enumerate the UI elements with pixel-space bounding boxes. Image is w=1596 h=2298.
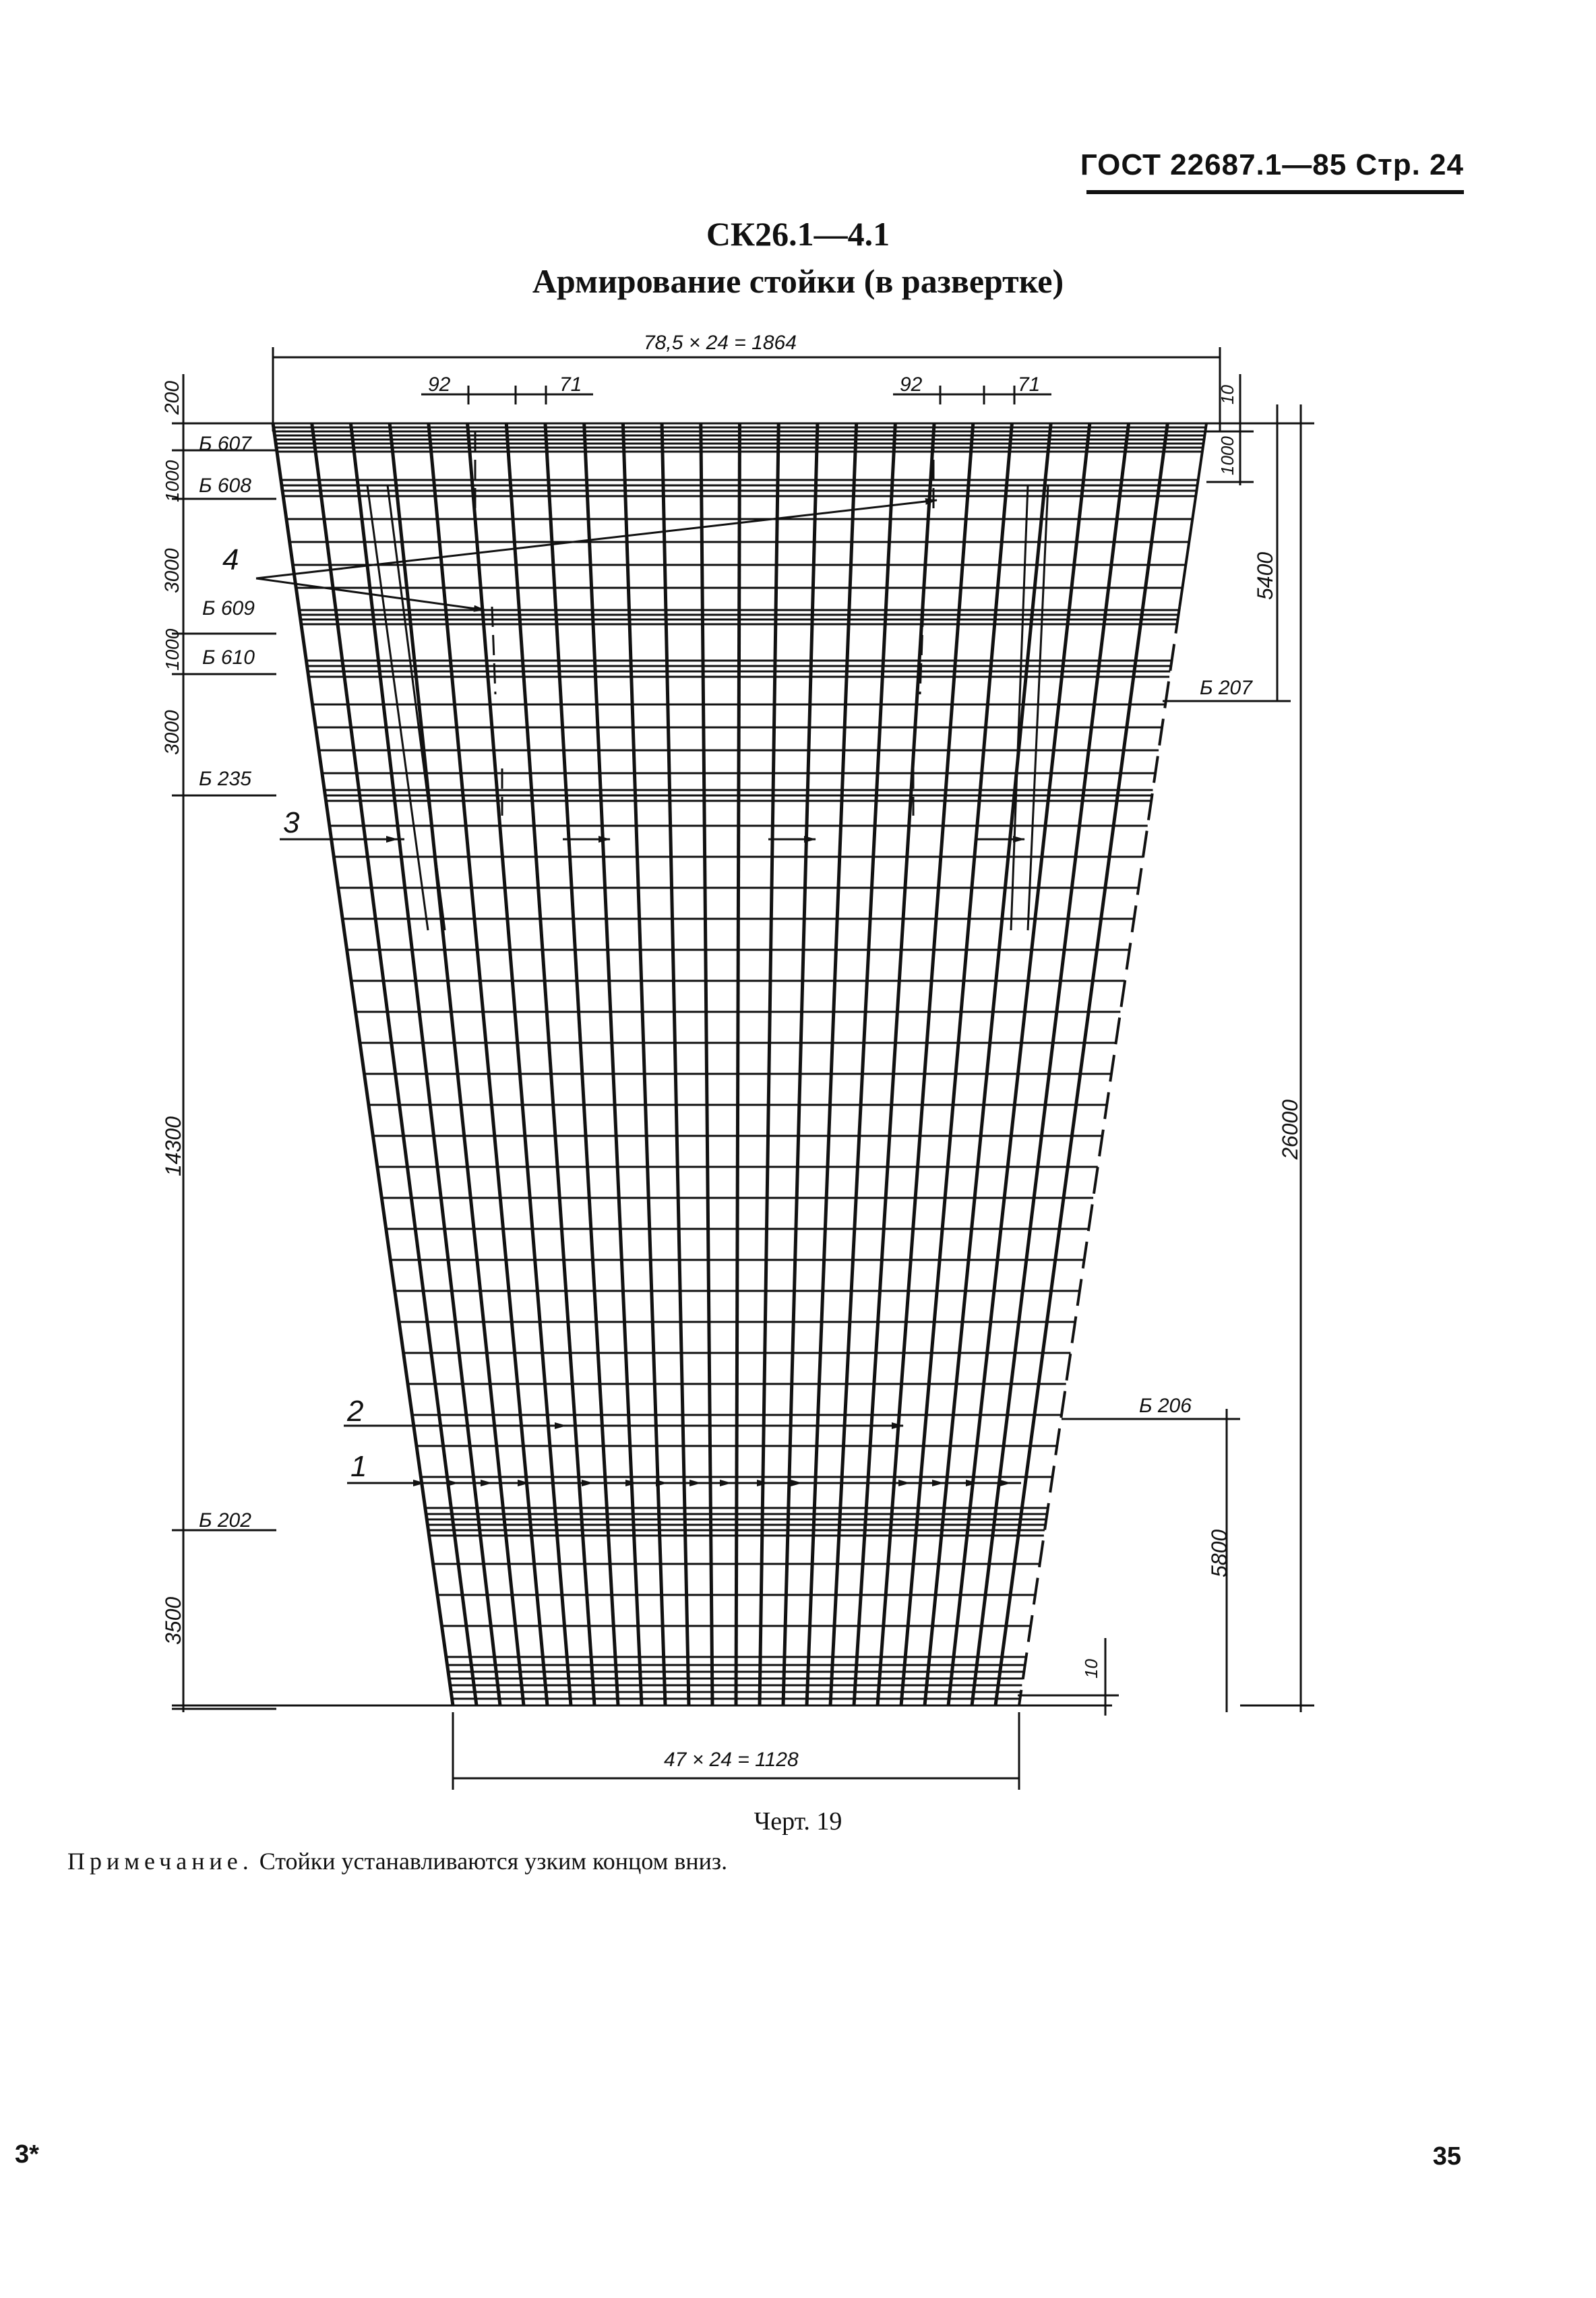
dim-71-left: 71 xyxy=(559,373,582,396)
figure-caption: Черт. 19 xyxy=(754,1807,842,1836)
short-bar-1 xyxy=(388,485,445,930)
left-dim-3000b: 3000 xyxy=(161,710,183,755)
ring-b607: Б 607 xyxy=(199,433,251,455)
right-dim-26000: 26000 xyxy=(1278,1099,1302,1159)
right-dim-1000: 1000 xyxy=(1217,436,1237,475)
left-dim-200: 200 xyxy=(161,380,183,415)
drawing-mark: СК26.1—4.1 xyxy=(706,215,890,253)
right-dim-5800: 5800 xyxy=(1207,1529,1231,1577)
dim-92-left: 92 xyxy=(428,373,451,396)
note-text: Стойки устанавливаются узким концом вниз. xyxy=(259,1848,728,1875)
right-dim-5400: 5400 xyxy=(1253,551,1277,600)
dim-top-label: 78,5 × 24 = 1864 xyxy=(644,332,797,354)
left-dim-1000b: 1000 xyxy=(162,628,183,671)
short-bar-2 xyxy=(1011,485,1028,930)
right-dim-10-bottom: 10 xyxy=(1081,1659,1101,1679)
sheet-mark: 3* xyxy=(15,2140,39,2169)
dim-92-right: 92 xyxy=(900,373,923,396)
right-dim-10-top: 10 xyxy=(1217,385,1237,404)
left-dim-1000a: 1000 xyxy=(162,460,183,502)
dim-bottom-label: 47 × 24 = 1128 xyxy=(664,1749,799,1771)
ring-b207: Б 207 xyxy=(1200,677,1252,699)
position-4-label: 4 xyxy=(222,543,239,576)
position-3-label: 3 xyxy=(283,806,300,839)
leader-4-0 xyxy=(256,500,937,578)
drawing-title: Армирование стойки (в развертке) xyxy=(532,262,1064,300)
left-dim-3500: 3500 xyxy=(161,1596,185,1645)
dimension-lines xyxy=(172,347,1314,1790)
note-label: Примечание. xyxy=(67,1848,253,1875)
ring-b206: Б 206 xyxy=(1139,1395,1192,1417)
ring-b610: Б 610 xyxy=(202,646,255,669)
position-1-label: 1 xyxy=(350,1450,367,1483)
left-dim-3000a: 3000 xyxy=(161,548,183,593)
note xyxy=(67,1847,727,1875)
position-2-label: 2 xyxy=(347,1395,364,1428)
ring-b235: Б 235 xyxy=(199,768,251,790)
ring-b609: Б 609 xyxy=(202,597,255,619)
left-dim-14300: 14300 xyxy=(161,1116,185,1176)
reinforcement-grid xyxy=(273,423,1206,1705)
ring-b202: Б 202 xyxy=(199,1509,251,1532)
dim-71-right: 71 xyxy=(1018,373,1041,396)
right-edge-dashed xyxy=(1019,607,1179,1705)
page-number: 35 xyxy=(1432,2142,1461,2171)
standard-header: ГОСТ 22687.1—85 Стр. 24 xyxy=(1080,148,1464,181)
ring-b608: Б 608 xyxy=(199,475,251,497)
